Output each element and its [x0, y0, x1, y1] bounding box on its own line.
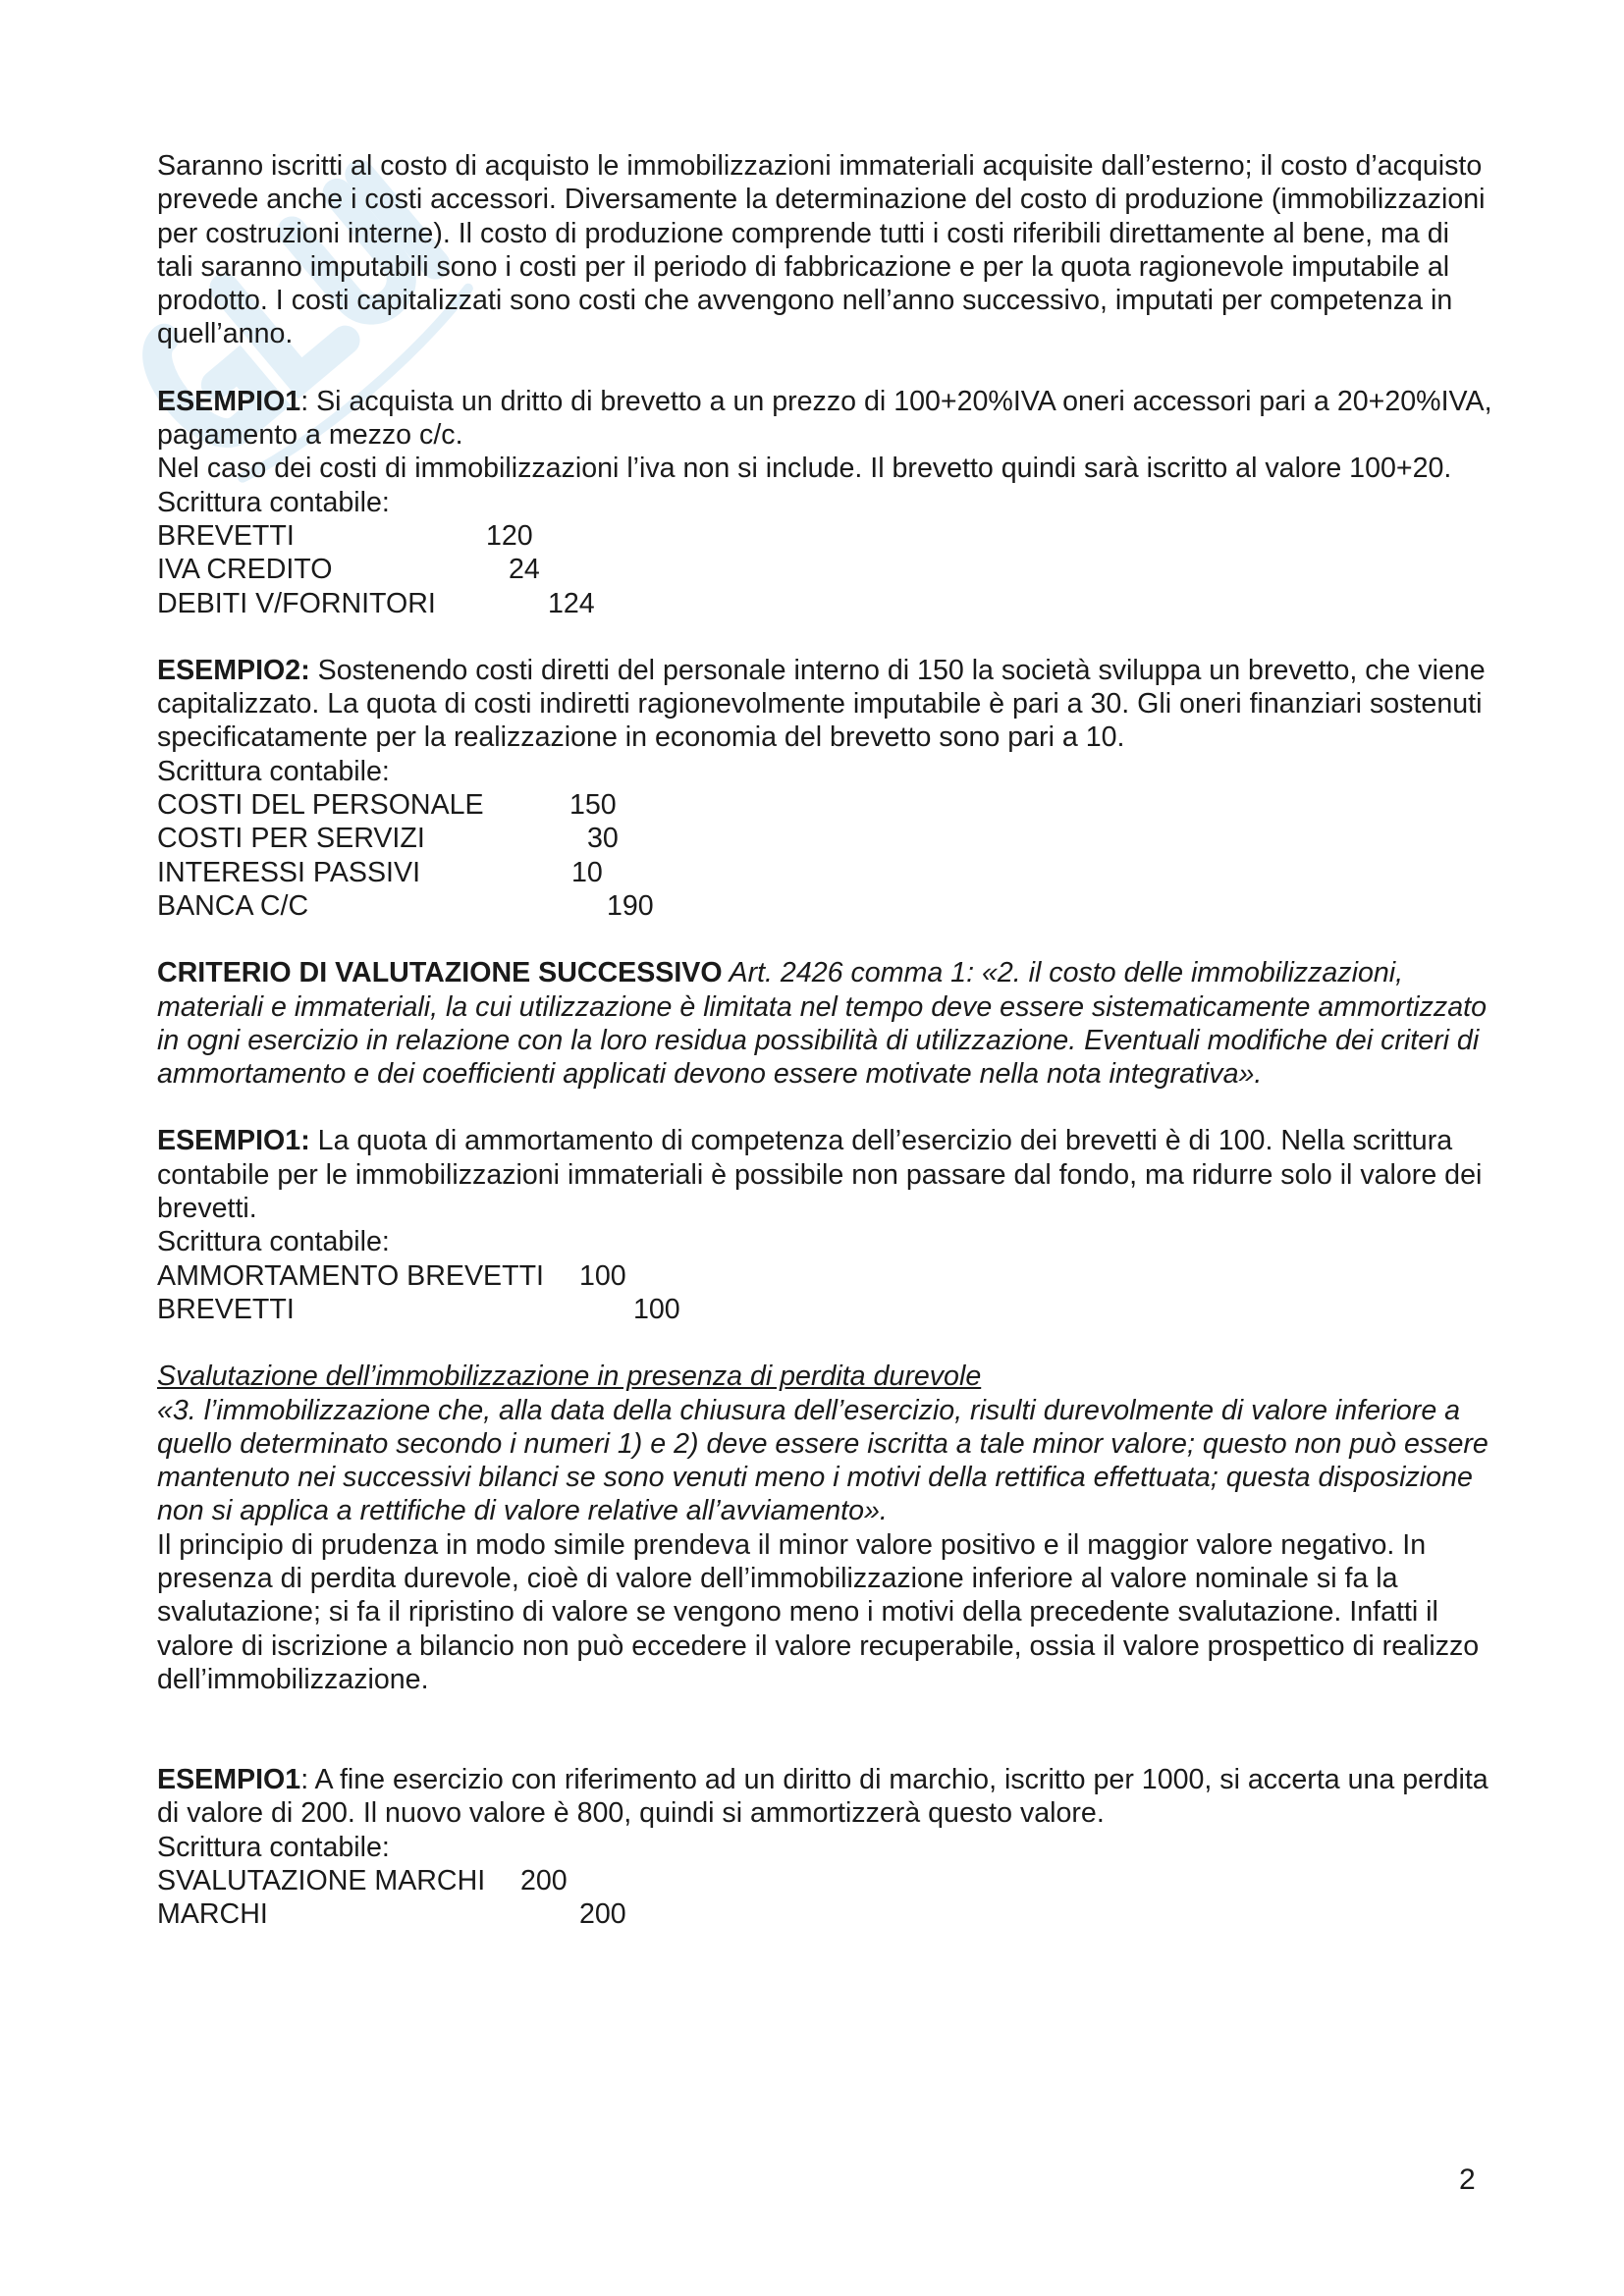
entry-amount: 190 [607, 889, 654, 922]
svalutazione-heading: Svalutazione dell’immobilizzazione in presenza di perdita durevole [157, 1361, 982, 1393]
example-3-scrittura-label: Scrittura contabile: [157, 1226, 390, 1258]
entry-account: MARCHI [157, 1898, 268, 1931]
example-2-label: ESEMPIO2: [157, 654, 310, 686]
entry-amount: 24 [509, 554, 540, 586]
page-number: 2 [1459, 2163, 1476, 2196]
example-3-label: ESEMPIO1: [157, 1125, 310, 1157]
journal-entry [157, 587, 1492, 620]
example-4-section [157, 1763, 1492, 1931]
entry-amount: 124 [548, 587, 595, 619]
example-4-paragraph [157, 1763, 1492, 1831]
entry-account: DEBITI V/FORNITORI [157, 587, 436, 619]
example-1-text: : Si acquista un dritto di brevetto a un prezzo di 100+20%IVA oneri accessori pari a 20+20%IVA, pagamento a mezzo c/c. [157, 385, 1492, 452]
entry-amount: 100 [633, 1293, 680, 1325]
entry-account: BREVETTI [157, 519, 295, 552]
journal-entry [157, 519, 1492, 553]
journal-entry [157, 1259, 1492, 1293]
entry-account: COSTI DEL PERSONALE [157, 789, 484, 822]
entry-amount: 10 [571, 856, 603, 888]
example-1-section [157, 385, 1492, 620]
example-1-scrittura-label: Scrittura contabile: [157, 486, 390, 518]
journal-entry [157, 553, 1492, 586]
intro-paragraph: Saranno iscritti al costo di acquisto le immobilizzazioni immateriali acquisite dall’esterno; il costo d’acquisto prevede anche i costi accessori. Diversamente la determinazione del costo di produzione (immobilizzazioni per costruzioni interne). Il costo di produzione comprende tutti i costi riferibili direttamente al bene, ma di tali saranno imputabili sono i costi per il periodo di fabbricazione e per la quota ragionevole imputabile al prodotto. I costi capitalizzati sono costi che avvengono nell’anno successivo, imputati per competenza in quell’anno. [157, 150, 1486, 350]
entry-amount: 200 [520, 1865, 568, 1897]
document-body [157, 149, 1492, 1932]
entry-account: BANCA C/C [157, 889, 309, 922]
svalutazione-section [157, 1360, 1492, 1696]
criterio-paragraph [157, 956, 1492, 1091]
entry-amount: 120 [486, 519, 533, 552]
criterio-heading: CRITERIO DI VALUTAZIONE SUCCESSIVO [157, 957, 723, 989]
journal-entry [157, 889, 1492, 923]
example-4-label: ESEMPIO1 [157, 1764, 301, 1796]
svalutazione-text: Il principio di prudenza in modo simile prendeva il minor valore positivo e il maggior valore negativo. In presenza di perdita durevole, cioè di valore dell’immobilizzazione inferiore al valore nominale si fa la svalutazione; si fa il ripristino di valore se vengono meno i motivi della precedente svalutazione. Infatti il valore di iscrizione a bilancio non può eccedere il valore recuperabile, ossia il valore prospettico di realizzo dell’immobilizzazione. [157, 1528, 1480, 1695]
entry-amount: 150 [569, 789, 617, 822]
example-4-scrittura-label: Scrittura contabile: [157, 1831, 390, 1863]
journal-entry [157, 822, 1492, 855]
example-3-text: La quota di ammortamento di competenza dell’esercizio dei brevetti è di 100. Nella scrittura contabile per le immobilizzazioni immateriali è possibile non passare dal fondo, ma ridurre solo il valore dei brevetti. [157, 1125, 1483, 1225]
example-2-text: Sostenendo costi diretti del personale interno di 150 la società sviluppa un brevetto, che viene capitalizzato. La quota di costi indiretti ragionevolmente imputabile è pari a 30. Gli oneri finanziari sostenuti specificatamente per la realizzazione in economia del brevetto sono pari a 10. [157, 654, 1486, 754]
journal-entry [157, 1897, 1492, 1931]
entry-account: IVA CREDITO [157, 554, 333, 586]
entry-amount: 30 [587, 823, 619, 855]
entry-account: INTERESSI PASSIVI [157, 856, 421, 888]
example-4-text: : A fine esercizio con riferimento ad un diritto di marchio, iscritto per 1000, si accerta una perdita di valore di 200. Il nuovo valore è 800, quindi si ammortizzerà questo valore. [157, 1764, 1489, 1830]
criterio-quote: Art. 2426 comma 1: «2. il costo delle immobilizzazioni, materiali e immateriali, la cui utilizzazione è limitata nel tempo deve essere sistematicamente ammortizzato in ogni esercizio in relazione con la loro residua possibilità di utilizzazione. Eventuali modifiche dei criteri di ammortamento e dei coefficienti applicati devono essere motivate nella nota integrativa». [157, 957, 1487, 1091]
journal-entry [157, 1864, 1492, 1897]
journal-entry [157, 788, 1492, 822]
example-3-paragraph [157, 1124, 1492, 1225]
example-1-note: Nel caso dei costi di immobilizzazioni l’iva non si include. Il brevetto quindi sarà iscritto al valore 100+20. [157, 453, 1452, 485]
entry-amount: 200 [579, 1898, 626, 1931]
example-1-paragraph [157, 385, 1492, 453]
entry-account: BREVETTI [157, 1293, 295, 1325]
svalutazione-quote: «3. l’immobilizzazione che, alla data della chiusura dell’esercizio, risulti durevolmente di valore inferiore a quello determinato secondo i numeri 1) e 2) deve essere iscritta a tale minor valore; questo non può essere mantenuto nei successivi bilanci se sono venuti meno i motivi della rettifica effettuata; questa disposizione non si applica a rettifiche di valore relative all’avviamento». [157, 1394, 1489, 1527]
entry-amount: 100 [579, 1259, 626, 1292]
example-2-section [157, 654, 1492, 923]
entry-account: AMMORTAMENTO BREVETTI [157, 1259, 544, 1292]
journal-entry [157, 1293, 1492, 1326]
example-3-section [157, 1124, 1492, 1326]
journal-entry [157, 856, 1492, 889]
entry-account: SVALUTAZIONE MARCHI [157, 1865, 486, 1897]
entry-account: COSTI PER SERVIZI [157, 823, 425, 855]
example-1-label: ESEMPIO1 [157, 385, 301, 417]
example-2-paragraph [157, 654, 1492, 755]
example-2-scrittura-label: Scrittura contabile: [157, 755, 390, 787]
